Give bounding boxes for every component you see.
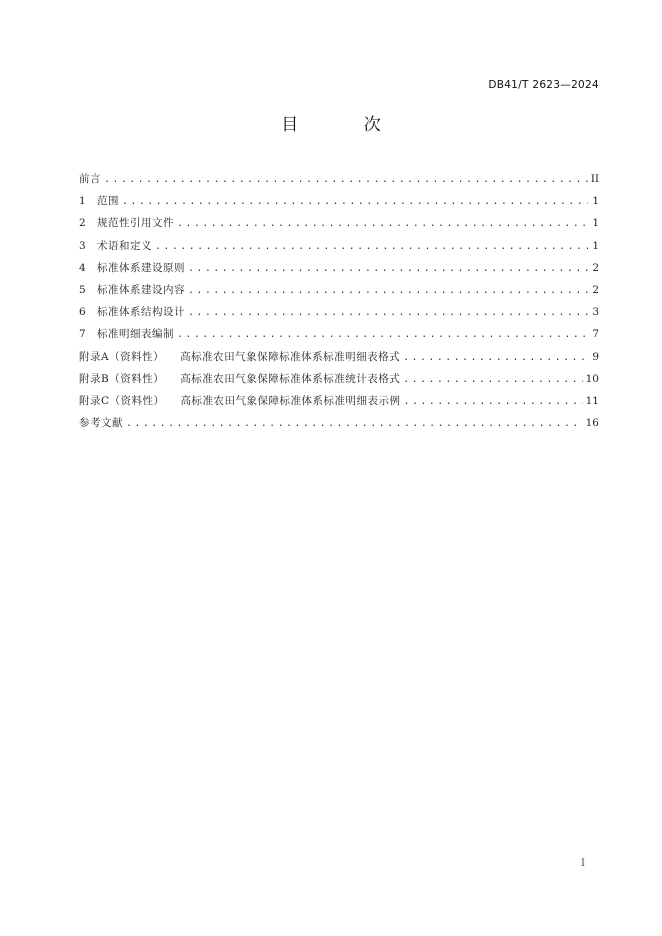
toc-entry-number: 7 bbox=[79, 328, 86, 341]
toc-entry-page: 2 bbox=[592, 283, 599, 296]
document-code: DB41/T 2623—2024 bbox=[488, 79, 599, 91]
toc-entry-1[interactable] bbox=[79, 190, 599, 212]
toc-entry-label: 范围 bbox=[97, 195, 119, 208]
toc-entry-page: 16 bbox=[585, 417, 599, 430]
toc-entry-page: II bbox=[590, 173, 599, 185]
page-title: 目 次 bbox=[281, 115, 411, 135]
toc-entry-number: 2 bbox=[79, 217, 86, 230]
toc-entry-page: 1 bbox=[592, 239, 599, 252]
toc-leader-dots bbox=[404, 391, 583, 413]
toc-leader-dots bbox=[403, 347, 588, 369]
toc-entry-6[interactable] bbox=[79, 301, 599, 323]
toc-leader-dots bbox=[188, 280, 588, 302]
toc-entry-page: 9 bbox=[592, 350, 599, 363]
toc-leader-dots bbox=[177, 324, 588, 346]
toc-entry-label: 前言 bbox=[79, 173, 101, 185]
toc-entry-page: 11 bbox=[585, 394, 599, 407]
toc-entry-appendix-c[interactable] bbox=[79, 390, 599, 412]
toc-entry-number: 5 bbox=[79, 283, 86, 296]
toc-entry-label: 标准体系建设内容 bbox=[97, 283, 185, 296]
toc-entry-label: 标准体系建设原则 bbox=[97, 261, 185, 274]
toc-leader-dots bbox=[126, 413, 583, 435]
toc-entry-label: 标准体系结构设计 bbox=[97, 306, 185, 319]
toc-entry-page: 10 bbox=[585, 372, 599, 385]
toc-leader-dots bbox=[104, 169, 588, 191]
toc-entry-page: 1 bbox=[592, 217, 599, 230]
toc-entry-label: 高标准农田气象保障标准体系标准明细表格式 bbox=[180, 350, 401, 363]
toc-leader-dots bbox=[177, 213, 588, 235]
toc-entry-label: 参考文献 bbox=[79, 417, 123, 430]
toc-entry-label: 标准明细表编制 bbox=[97, 328, 174, 341]
toc-leader-dots bbox=[188, 302, 588, 324]
toc-entry-7[interactable] bbox=[79, 323, 599, 345]
toc-appendix-prefix: 附录B（资料性） bbox=[79, 372, 165, 385]
toc-entry-page: 1 bbox=[592, 195, 599, 208]
toc-leader-dots bbox=[188, 258, 588, 280]
toc-appendix-prefix: 附录C（资料性） bbox=[79, 394, 165, 407]
toc-entry-number: 3 bbox=[79, 239, 86, 252]
toc-entry-label: 高标准农田气象保障标准体系标准统计表格式 bbox=[180, 372, 401, 385]
page-number: I bbox=[581, 858, 585, 869]
toc-appendix-prefix: 附录A（资料性） bbox=[79, 350, 165, 363]
toc-entry-number: 4 bbox=[79, 261, 86, 274]
toc-entry-page: 3 bbox=[592, 306, 599, 319]
toc-leader-dots bbox=[122, 191, 588, 213]
toc-entry-2[interactable] bbox=[79, 212, 599, 234]
toc-entry-5[interactable] bbox=[79, 279, 599, 301]
toc-entry-4[interactable] bbox=[79, 257, 599, 279]
toc-entry-references[interactable] bbox=[79, 412, 599, 434]
toc-entry-label: 规范性引用文件 bbox=[97, 217, 174, 230]
toc-entry-3[interactable] bbox=[79, 235, 599, 257]
toc-entry-label: 术语和定义 bbox=[97, 239, 152, 252]
toc-entry-appendix-a[interactable] bbox=[79, 346, 599, 368]
toc-entry-page: 7 bbox=[592, 328, 599, 341]
toc-entry-number: 1 bbox=[79, 195, 86, 208]
toc-entry-label: 高标准农田气象保障标准体系标准明细表示例 bbox=[180, 394, 401, 407]
toc-entry-number: 6 bbox=[79, 306, 86, 319]
toc-leader-dots bbox=[155, 236, 588, 258]
toc-entry-appendix-b[interactable] bbox=[79, 368, 599, 390]
toc-entry-page: 2 bbox=[592, 261, 599, 274]
table-of-contents bbox=[79, 168, 599, 434]
toc-leader-dots bbox=[403, 369, 582, 391]
toc-entry-foreword[interactable] bbox=[79, 168, 599, 190]
